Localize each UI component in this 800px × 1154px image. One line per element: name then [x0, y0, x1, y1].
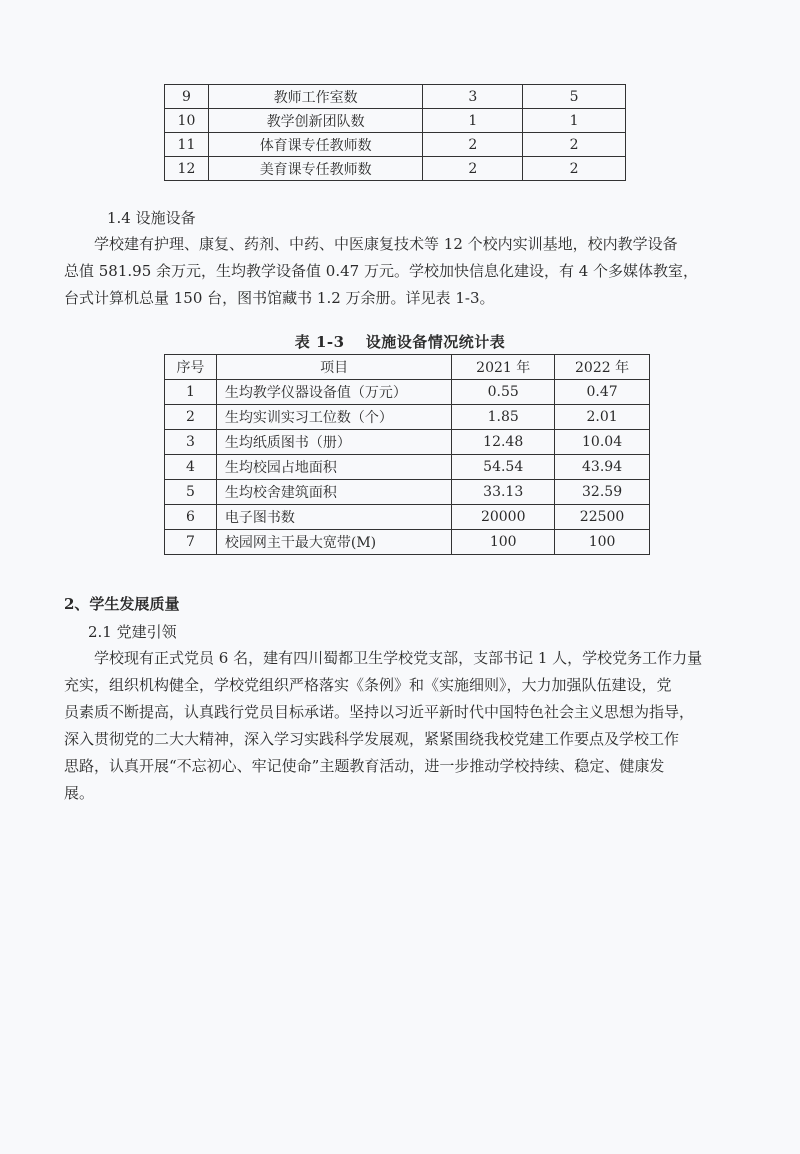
section-title-student-development: 2、学生发展质量	[64, 595, 180, 613]
table-cell: 5	[523, 85, 626, 109]
column-header: 2022 年	[555, 355, 650, 380]
paragraph-line: 员素质不断提高，认真践行党员目标承诺。坚持以习近平新时代中国特色社会主义思想为指导，	[64, 703, 695, 721]
column-header: 序号	[165, 355, 217, 380]
table-cell: 0.55	[452, 380, 555, 405]
table-cell: 9	[165, 85, 209, 109]
table-cell: 1	[523, 109, 626, 133]
table-cell: 2	[423, 157, 523, 181]
section-heading-facilities: 1.4 设施设备	[107, 209, 196, 227]
table-cell: 美育课专任教师数	[208, 157, 423, 181]
table-cell: 2.01	[555, 405, 650, 430]
facilities-paragraph	[64, 231, 732, 312]
table-cell: 生均校园占地面积	[216, 455, 451, 480]
table-cell: 3	[165, 430, 217, 455]
table-cell: 2	[523, 133, 626, 157]
table-cell: 12.48	[452, 430, 555, 455]
table-cell: 22500	[555, 505, 650, 530]
table-cell: 生均实训实习工位数（个）	[216, 405, 451, 430]
column-header: 2021 年	[452, 355, 555, 380]
table-cell: 0.47	[555, 380, 650, 405]
table-cell: 12	[165, 157, 209, 181]
table-cell: 10	[165, 109, 209, 133]
paragraph-line: 学校建有护理、康复、药剂、中药、中医康复技术等 12 个校内实训基地，校内教学设备	[64, 235, 678, 253]
table-cell: 生均教学仪器设备值（万元）	[216, 380, 451, 405]
table-row	[165, 405, 650, 430]
paragraph-line: 总值 581.95 余万元，生均教学设备值 0.47 万元。学校加快信息化建设，有 4 个多媒体教室，	[64, 262, 699, 280]
table-cell: 4	[165, 455, 217, 480]
table-cell: 100	[452, 530, 555, 555]
party-building-paragraph	[64, 645, 732, 807]
table-cell: 电子图书数	[216, 505, 451, 530]
table-row	[165, 109, 626, 133]
table-cell: 32.59	[555, 480, 650, 505]
paragraph-line: 台式计算机总量 150 台，图书馆藏书 1.2 万余册。详见表 1-3。	[64, 289, 495, 307]
table-cell: 6	[165, 505, 217, 530]
table-cell: 2	[423, 133, 523, 157]
table-cell: 20000	[452, 505, 555, 530]
table-row	[165, 380, 650, 405]
table-cell: 教师工作室数	[208, 85, 423, 109]
section-heading-party-building: 2.1 党建引领	[88, 623, 177, 641]
table-cell: 体育课专任教师数	[208, 133, 423, 157]
paragraph-line: 学校现有正式党员 6 名，建有四川蜀都卫生学校党支部，支部书记 1 人，学校党务工作力量	[64, 649, 703, 667]
paragraph-line: 展。	[64, 784, 95, 802]
table-row	[165, 530, 650, 555]
table-row	[165, 480, 650, 505]
table-cell: 54.54	[452, 455, 555, 480]
table-row	[165, 133, 626, 157]
table-cell: 生均纸质图书（册）	[216, 430, 451, 455]
table-cell: 校园网主干最大宽带(M)	[216, 530, 451, 555]
table-cell: 1	[165, 380, 217, 405]
table-cell: 2	[523, 157, 626, 181]
table-cell: 2	[165, 405, 217, 430]
table-cell: 教学创新团队数	[208, 109, 423, 133]
table-cell: 3	[423, 85, 523, 109]
table-cell: 33.13	[452, 480, 555, 505]
table-header-row	[165, 355, 650, 380]
staff-stats-table	[164, 84, 626, 181]
paragraph-line: 深入贯彻党的二大大精神，深入学习实践科学发展观，紧紧围绕我校党建工作要点及学校工作	[64, 730, 680, 748]
table-row	[165, 455, 650, 480]
table-caption: 表 1-3 设施设备情况统计表	[294, 333, 506, 351]
table-row	[165, 85, 626, 109]
table-row	[165, 430, 650, 455]
table-cell: 1.85	[452, 405, 555, 430]
column-header: 项目	[216, 355, 451, 380]
facilities-table	[164, 354, 650, 555]
table-cell: 100	[555, 530, 650, 555]
table-cell: 生均校舍建筑面积	[216, 480, 451, 505]
table-cell: 10.04	[555, 430, 650, 455]
table-cell: 7	[165, 530, 217, 555]
table-cell: 1	[423, 109, 523, 133]
table-row	[165, 157, 626, 181]
table-cell: 11	[165, 133, 209, 157]
table-row	[165, 505, 650, 530]
table-cell: 5	[165, 480, 217, 505]
paragraph-line: 充实，组织机构健全，学校党组织严格落实《条例》和《实施细则》，大力加强队伍建设，党	[64, 676, 672, 694]
paragraph-line: 思路，认真开展“不忘初心、牢记使命”主题教育活动，进一步推动学校持续、稳定、健康发	[64, 757, 665, 775]
table-cell: 43.94	[555, 455, 650, 480]
